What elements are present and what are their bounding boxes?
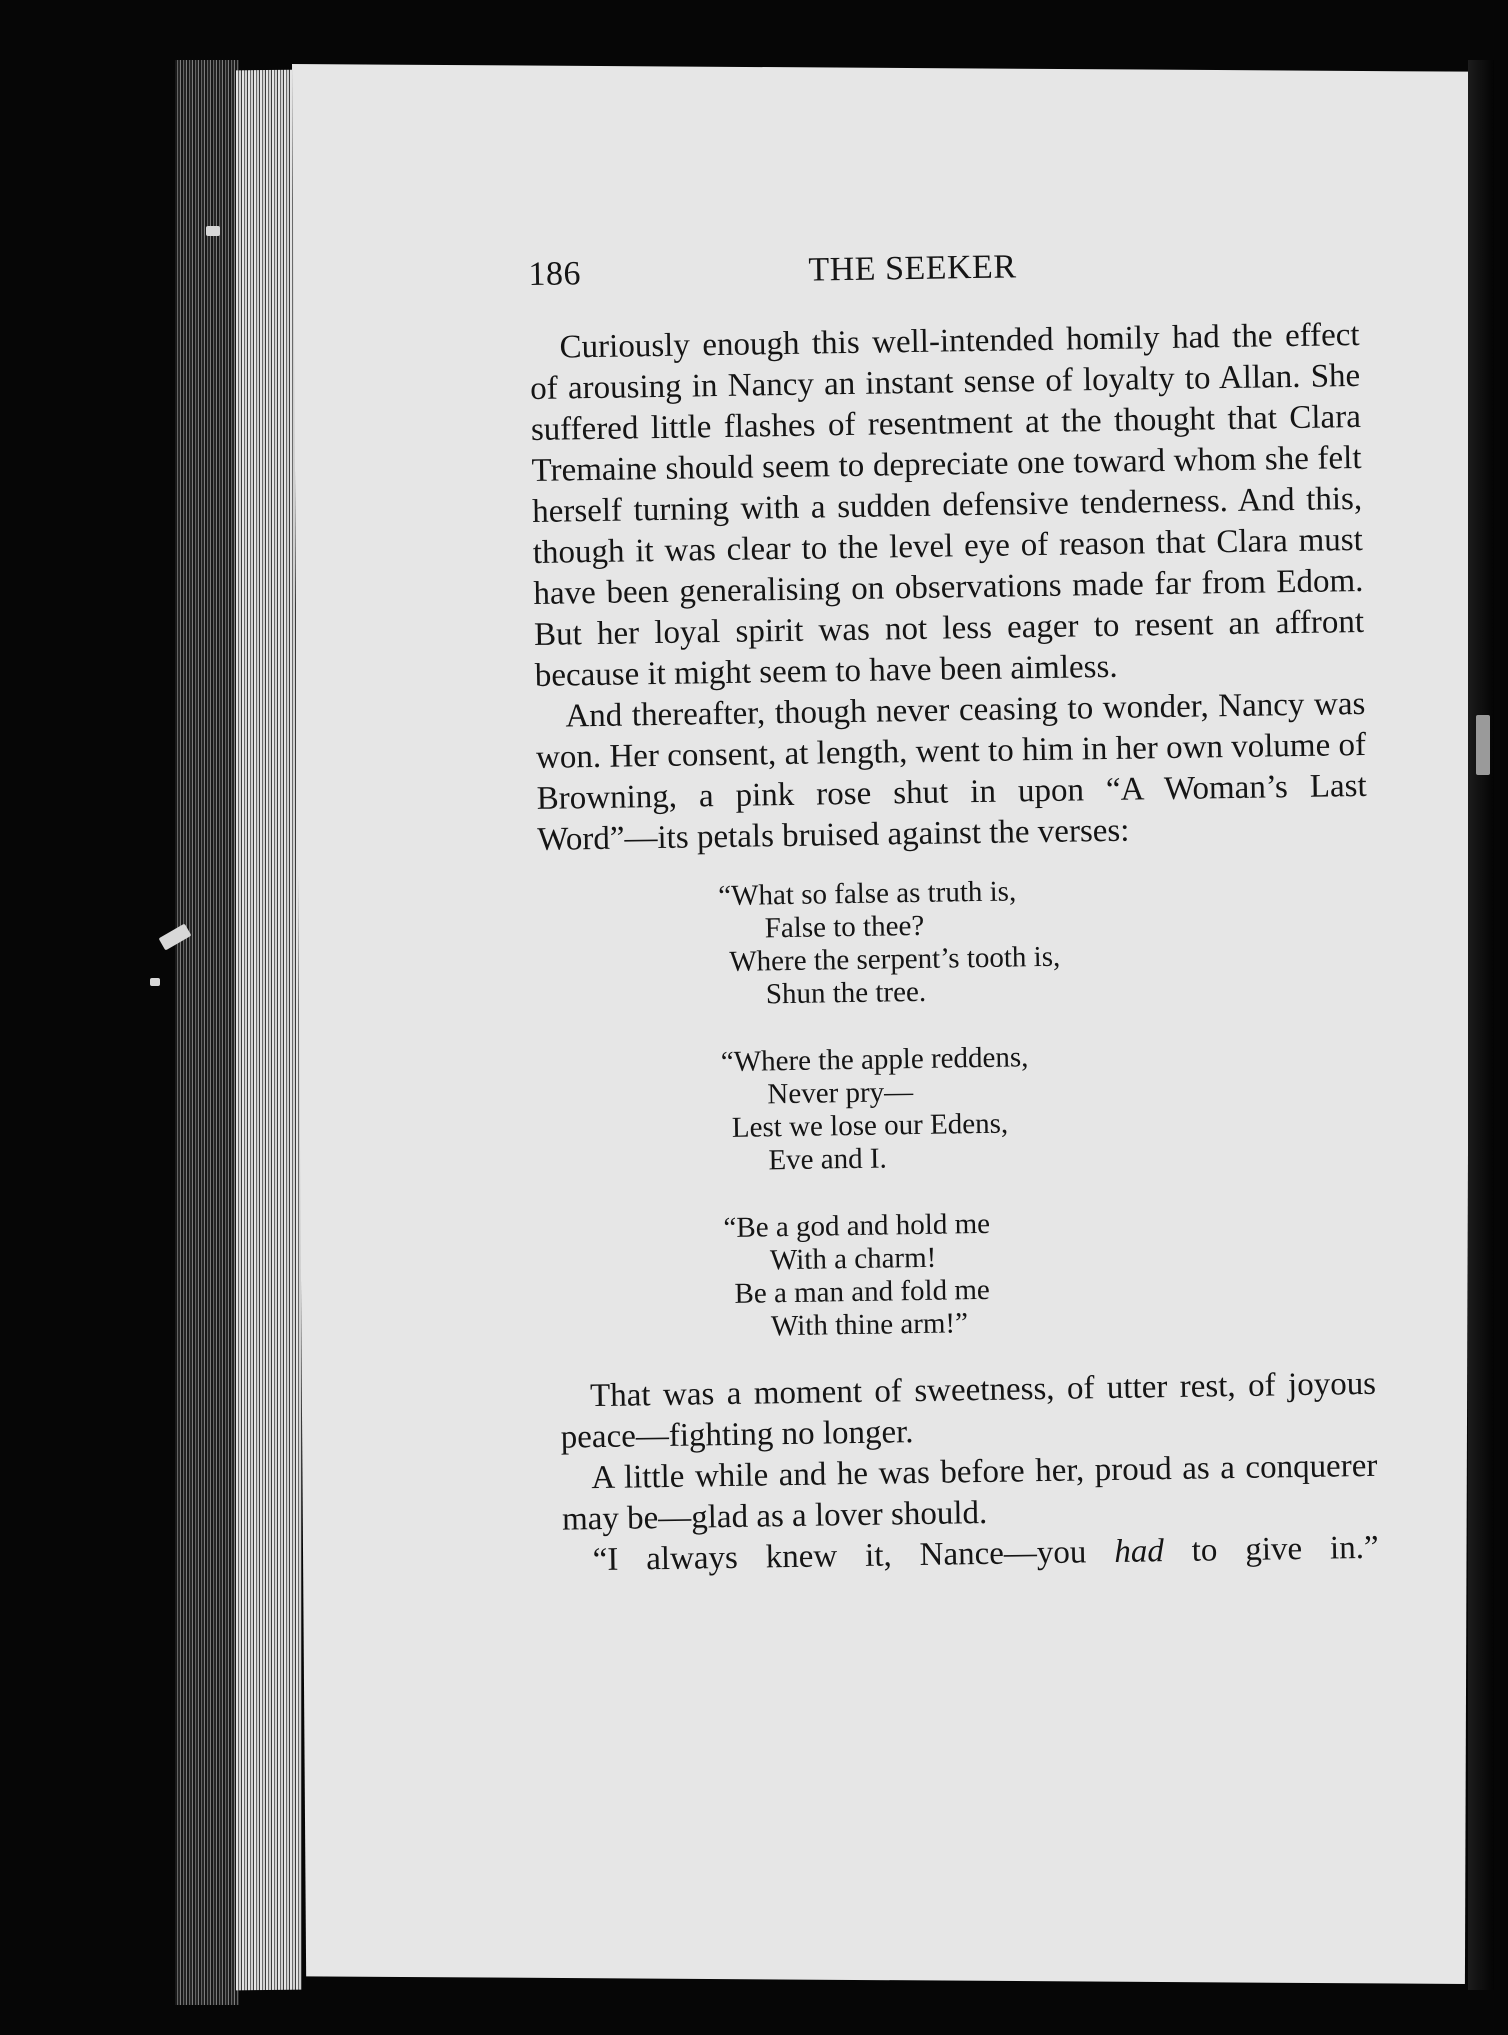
- paragraph: And thereafter, though never ceasing to wonder, Nancy was won. Her consent, at length, went to him in her own volume of Browning, a pink rose shut in upon “A Woman’s Last Word”—its petals bruised against the verses:: [535, 685, 1367, 858]
- margin-speck: [1476, 715, 1490, 775]
- poem-line: Be a man and fold me: [734, 1273, 991, 1310]
- poem-line: “What so false as truth is,: [718, 875, 1017, 913]
- dialogue-text: “I always knew it, Nance—you: [592, 1533, 1115, 1579]
- poem-stanza: [723, 1202, 1375, 1344]
- poem-line: “Be a god and hold me: [723, 1207, 991, 1245]
- page-gutter-shadow: [1468, 60, 1494, 1990]
- running-head: [528, 231, 1359, 304]
- poem-line: Where the serpent’s tooth is,: [729, 940, 1061, 978]
- poem-line: False to thee?: [764, 909, 925, 945]
- poem-line: Never pry—: [767, 1076, 914, 1111]
- margin-speck: [206, 226, 220, 236]
- poem-line: With thine arm!”: [770, 1307, 969, 1343]
- paragraph: That was a moment of sweetness, of utter rest, of joyous peace—fighting no longer.: [560, 1365, 1377, 1456]
- page-number: 186: [528, 255, 582, 293]
- poem-line: Lest we lose our Edens,: [731, 1107, 1009, 1144]
- poem-line: Eve and I.: [768, 1142, 888, 1177]
- dialogue-text: to give in.”: [1163, 1529, 1379, 1570]
- poem-line: Shun the tree.: [765, 975, 927, 1011]
- paragraph: A little while and he was before her, proud as a conquerer may be—glad as a lover should.: [561, 1447, 1378, 1538]
- running-title: THE SEEKER: [808, 248, 1017, 289]
- book-page-edges-outer: [175, 60, 239, 2005]
- poem-quotation: [718, 870, 1375, 1344]
- text-block: [528, 231, 1379, 1582]
- paragraph: Curiously enough this well-intended homily had the effect of arousing in Nancy an instant sense of loyalty to Allan. She suffered little flashes of resentment at the thought that Clara Tremaine should seem to depreciate one toward whom she felt herself turning with a sudden defensive tenderness. And this, though it was clear to the level eye of reason that Clara must have been generalising on observations made far from Edom. But her loyal spirit was not less eager to resent an affront because it might seem to have been aimless.: [529, 316, 1365, 694]
- margin-speck: [150, 978, 160, 986]
- book-page-edges: [236, 70, 302, 1991]
- poem-line: “Where the apple reddens,: [720, 1041, 1029, 1079]
- poem-line: With a charm!: [769, 1241, 937, 1277]
- poem-stanza: [718, 870, 1370, 1012]
- dialogue-emphasis: had: [1114, 1533, 1165, 1570]
- poem-stanza: [720, 1036, 1373, 1178]
